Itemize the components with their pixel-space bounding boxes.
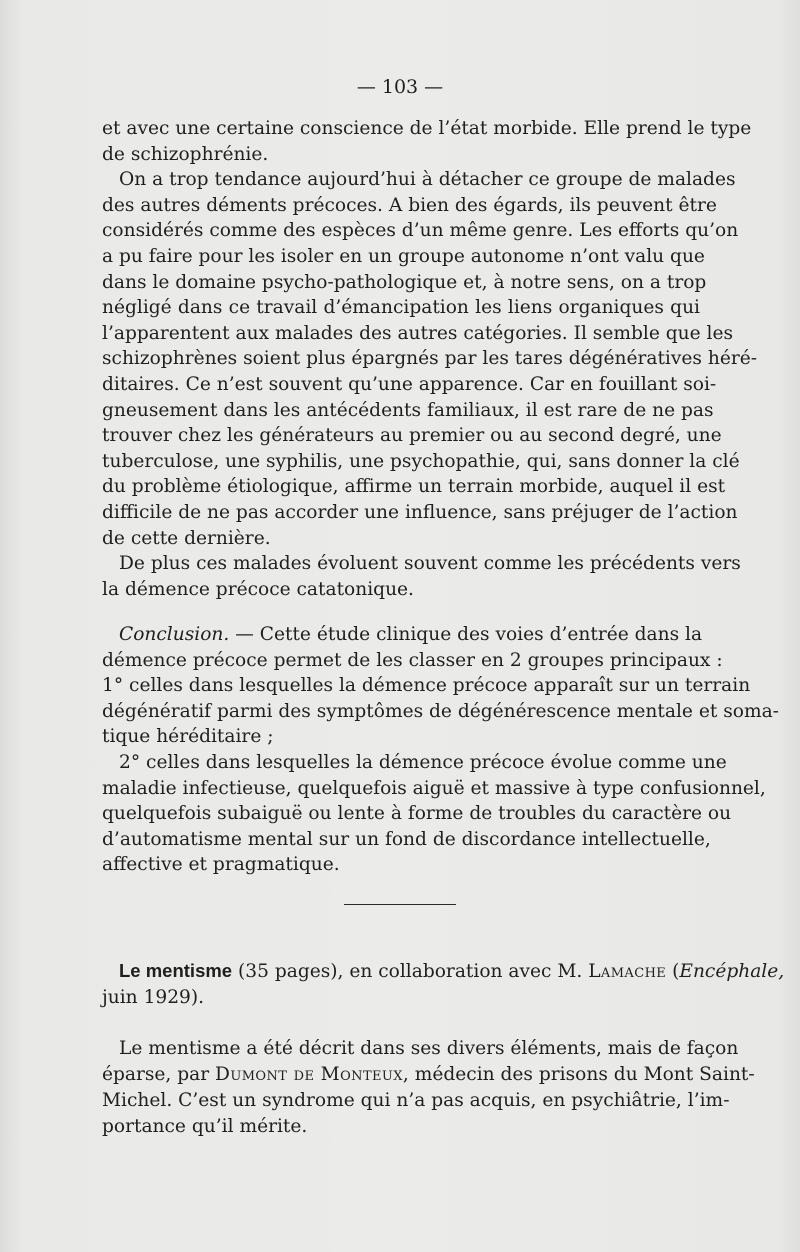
- conclusion-label: Conclusion.: [119, 624, 230, 645]
- conclusion-first-line-text: — Cette étude clinique des voies d’entrée dans la: [229, 624, 703, 645]
- text-line: tuberculose, une syphilis, une psychopathie, qui, sans donner la clé: [102, 450, 740, 472]
- text-line: dégénératif parmi des symptômes de dégénérescence mentale et soma-: [102, 700, 779, 722]
- text-fragment: éparse, par: [102, 1064, 216, 1085]
- text-line: démence précoce permet de les classer en 2 groupes principaux :: [102, 649, 723, 671]
- text-line: de cette dernière.: [102, 527, 271, 549]
- text-line: de schizophrénie.: [102, 143, 269, 165]
- text-line: 1° celles dans lesquelles la démence précoce apparaît sur un terrain: [102, 675, 751, 697]
- conclusion-section: [102, 622, 779, 878]
- text-line: schizophrènes soient plus épargnés par les tares dégénératives héré-: [102, 348, 757, 370]
- text-line: Michel. C’est un syndrome qui n’a pas acquis, en psychiâtrie, l’im-: [102, 1090, 730, 1111]
- text-line: difficile de ne pas accorder une influence, sans préjuger de l’action: [102, 501, 738, 523]
- text-line: On a trop tendance aujourd’hui à détacher ce groupe de malades: [119, 169, 736, 191]
- author-name: Dumont: [215, 1064, 288, 1085]
- text-line: l’apparentent aux malades des autres catégories. Il semble que les: [102, 322, 734, 344]
- reference-author: Lamache: [588, 961, 667, 982]
- text-line: la démence précoce catatonique.: [102, 578, 414, 600]
- text-line: maladie infectieuse, quelquefois aiguë et massive à type confusionnel,: [102, 777, 766, 799]
- conclusion-first-line: [102, 622, 703, 648]
- text-line: d’automatisme mental sur un fond de discordance intellectuelle,: [102, 828, 711, 850]
- page-number: — 103 —: [356, 76, 444, 98]
- text-line: négligé dans ce travail d’émancipation les liens organiques qui: [102, 297, 700, 319]
- text-line: quelquefois subaiguë ou lente à forme de troubles du caractère ou: [102, 803, 732, 825]
- reference-first-line: [102, 958, 785, 985]
- reference-journal: Encéphale,: [679, 961, 785, 982]
- final-paragraph: [102, 1036, 755, 1140]
- text-line: des autres déments précoces. A bien des égards, ils peuvent être: [102, 194, 717, 216]
- reference-title: Le mentisme: [119, 960, 233, 981]
- text-line: trouver chez les générateurs au premier ou au second degré, une: [102, 425, 722, 447]
- author-name: Monteux: [320, 1064, 403, 1085]
- text-line: Le mentisme a été décrit dans ses divers éléments, mais de façon: [119, 1038, 739, 1059]
- text-line: ditaires. Ce n’est souvent qu’une apparence. Car en fouillant soi-: [102, 373, 717, 395]
- text-line: affective et pragmatique.: [102, 854, 340, 876]
- text-line: et avec une certaine conscience de l’état morbide. Elle prend le type: [102, 118, 752, 139]
- section-divider: [344, 904, 456, 905]
- reference-entry: [102, 958, 785, 1011]
- main-text: [102, 116, 757, 602]
- reference-open-paren: (: [666, 961, 680, 982]
- text-line: 2° celles dans lesquelles la démence précoce évolue comme une: [119, 751, 727, 773]
- text-line: considérés comme des espèces d’un même genre. Les efforts qu’on: [102, 220, 739, 242]
- text-line: tique héréditaire ;: [102, 726, 274, 748]
- text-line: De plus ces malades évoluent souvent comme les précédents vers: [119, 553, 741, 575]
- text-line: du problème étiologique, affirme un terrain morbide, auquel il est: [102, 476, 726, 498]
- reference-pages: (35 pages), en collaboration avec M.: [232, 961, 589, 982]
- author-particle: de: [287, 1064, 321, 1085]
- text-line: gneusement dans les antécédents familiaux, il est rare de ne pas: [102, 399, 714, 421]
- reference-date: juin 1929).: [102, 987, 205, 1008]
- text-line-with-authors: [102, 1062, 755, 1088]
- text-line: a pu faire pour les isoler en un groupe autonome n’ont valu que: [102, 245, 705, 267]
- text-fragment: , médecin des prisons du Mont Saint-: [402, 1064, 755, 1085]
- text-line: dans le domaine psycho-pathologique et, à notre sens, on a trop: [102, 271, 707, 293]
- text-line: portance qu’il mérite.: [102, 1116, 308, 1137]
